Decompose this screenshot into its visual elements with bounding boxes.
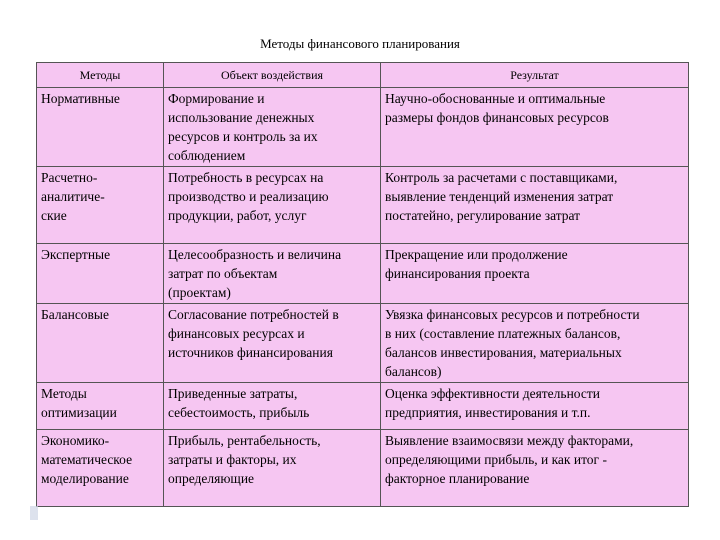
object-cell: Целесообразность и величина затрат по объектам (проектам) — [164, 244, 381, 304]
header-result: Результат — [381, 63, 689, 88]
result-cell: Научно-обоснованные и оптимальные размеры фондов финансовых ресурсов — [381, 88, 689, 167]
table-header-row — [37, 63, 689, 88]
table-row — [37, 167, 689, 244]
object-cell: Приведенные затраты, себестоимость, прибыль — [164, 383, 381, 430]
object-cell: Потребность в ресурсах на производство и реализацию продукции, работ, услуг — [164, 167, 381, 244]
object-cell: Формирование и использование денежных ресурсов и контроль за их соблюдением — [164, 88, 381, 167]
header-methods: Методы — [37, 63, 164, 88]
method-cell: Расчетно- аналитиче- ские — [37, 167, 164, 244]
slide-edge-mark — [30, 506, 38, 520]
methods-table — [36, 62, 689, 507]
method-cell: Экономико- математическое моделирование — [37, 430, 164, 507]
table-row — [37, 304, 689, 383]
header-object: Объект воздействия — [164, 63, 381, 88]
result-cell: Контроль за расчетами с поставщиками, выявление тенденций изменения затрат постатейно, регулирование затрат — [381, 167, 689, 244]
table-row — [37, 88, 689, 167]
method-cell: Балансовые — [37, 304, 164, 383]
object-cell: Согласование потребностей в финансовых ресурсах и источников финансирования — [164, 304, 381, 383]
table-row — [37, 244, 689, 304]
result-cell: Увязка финансовых ресурсов и потребности в них (составление платежных балансов, балансов инвестирования, материальных балансов) — [381, 304, 689, 383]
method-cell: Нормативные — [37, 88, 164, 167]
table-row — [37, 383, 689, 430]
result-cell: Оценка эффективности деятельности предприятия, инвестирования и т.п. — [381, 383, 689, 430]
result-cell: Выявление взаимосвязи между факторами, определяющими прибыль, и как итог - факторное планирование — [381, 430, 689, 507]
page-title: Методы финансового планирования — [260, 36, 460, 51]
method-cell: Методы оптимизации — [37, 383, 164, 430]
result-cell: Прекращение или продолжение финансирования проекта — [381, 244, 689, 304]
method-cell: Экспертные — [37, 244, 164, 304]
table-row — [37, 430, 689, 507]
object-cell: Прибыль, рентабельность, затраты и факторы, их определяющие — [164, 430, 381, 507]
